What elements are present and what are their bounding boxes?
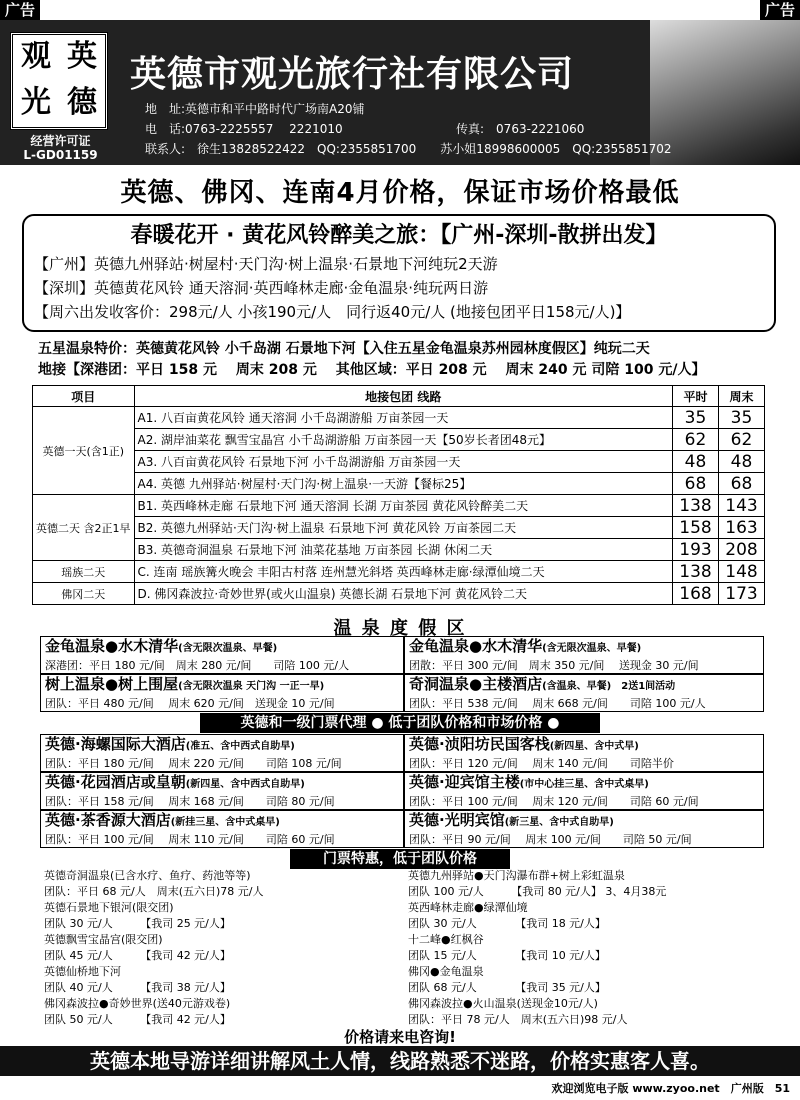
hotel-note: (新四星、含中式早) (549, 741, 639, 752)
headline: 英德、佛冈、连南4月价格，保证市场价格最低 (120, 178, 680, 208)
ticket-name: 佛冈●金龟温泉 (408, 965, 484, 978)
ticket-price: 团队 50 元/人 【我司 42 元/人】 (44, 1013, 231, 1026)
hotel-price: 团队：平日 100 元/间 周末 120 元/间 司陪 60 元/间 (409, 795, 699, 808)
hot-name: 树上温泉●树上围屋 (45, 675, 179, 693)
col-header: 地接包团 线路 (134, 386, 673, 407)
weekend-price: 68 (719, 473, 765, 495)
hot-spring-card (40, 674, 404, 712)
ticket-item (408, 900, 606, 932)
hotel-note: (准五、含中西式自助早) (185, 741, 295, 752)
hotel-price: 团队：平日 180 元/间 周末 220 元/间 司陪 108 元/间 (45, 757, 342, 770)
hotel-note: (新三星、含中式自助早) (504, 817, 614, 828)
hot-note: (含温泉、早餐) 2送1间活动 (542, 681, 676, 692)
ticket-price: 团队 30 元/人 【我司 18 元/人】 (408, 917, 606, 930)
ticket-name: 英德仙桥地下河 (44, 965, 121, 978)
hot-name: 奇洞温泉●主楼酒店 (409, 675, 543, 693)
table-row (33, 407, 765, 429)
ticket-price: 团队：平日 68 元/人 周末(五六日)78 元/人 (44, 885, 264, 898)
ticket-name: 英德石景地下银河(限交团) (44, 901, 174, 914)
hotel-note: (市中心挂三星、含中式桌早) (519, 779, 649, 790)
ticket-name: 英德奇洞温泉(已含水疗、鱼疗、药池等等) (44, 869, 251, 882)
hot-name: 金龟温泉●水木清华 (409, 637, 543, 655)
weekday-price: 158 (673, 517, 719, 539)
hot-spring-card (404, 636, 764, 674)
ticket-item (408, 932, 606, 964)
hot-note: (含无限次温泉、早餐) (542, 643, 642, 654)
weekend-price: 208 (719, 539, 765, 561)
hotel-card (40, 810, 404, 848)
col-header: 平时 (673, 386, 719, 407)
weekday-price: 138 (673, 495, 719, 517)
route-table (32, 385, 765, 605)
route: A1. 八百亩黄花风铃 通天溶洞 小千岛湖游船 万亩茶园一天 (134, 407, 673, 429)
ticket-name: 十二峰●红枫谷 (408, 933, 484, 946)
route: A4. 英德 九州驿站·树屋村·天门沟·树上温泉·一天游【餐标25】 (134, 473, 673, 495)
route: B3. 英德奇洞温泉 石景地下河 油菜花基地 万亩茶园 长湖 休闲二天 (134, 539, 673, 561)
logo-char: 德 (67, 85, 97, 120)
hotel-note: (新挂三星、含中式桌早) (170, 817, 280, 828)
hotel-price: 团队：平日 120 元/间 周末 140 元/间 司陪半价 (409, 757, 674, 770)
hotel-price: 团队：平日 100 元/间 周末 110 元/间 司陪 60 元/间 (45, 833, 335, 846)
route: B1. 英西峰林走廊 石景地下河 通天溶洞 长湖 万亩茶园 黄花风铃醉美二天 (134, 495, 673, 517)
group-name: 瑶族二天 (33, 561, 135, 583)
license-label: 经营许可证 (30, 134, 91, 148)
ticket-price: 团队：平日 78 元/人 周末(五六日)98 元/人 (408, 1013, 628, 1026)
hotel-bar: 英德和一级门票代理 ● 低于团队价格和市场价格 ● (200, 713, 600, 733)
table-row (33, 517, 765, 539)
route: C. 连南 瑶族篝火晚会 丰阳古村落 连州慧光斜塔 英西峰林走廊·绿潭仙境二天 (134, 561, 673, 583)
weekend-price: 143 (719, 495, 765, 517)
ticket-item (44, 964, 231, 996)
ticket-price: 团队 68 元/人 【我司 35 元/人】 (408, 981, 606, 994)
col-header: 周末 (719, 386, 765, 407)
special-line-2: 地接【深港团：平日 158 元 周末 208 元 其他区域：平日 208 元 周末 240 元 司陪 100 元/人】 (38, 362, 706, 378)
ticket-bar: 门票特惠，低于团队价格 (290, 849, 510, 869)
ticket-item (408, 964, 606, 996)
slogan: 英德本地导游详细讲解风土人情，线路熟悉不迷路，价格实惠客人喜。 (0, 1046, 800, 1076)
ticket-item (44, 868, 263, 900)
hot-name: 金龟温泉●水木清华 (45, 637, 179, 655)
weekend-price: 62 (719, 429, 765, 451)
contacts: 联系人: 徐生13828522422 QQ:2355851700 苏小姐18998600005 QQ:2355851702 (145, 142, 672, 156)
hotel-card (40, 734, 404, 772)
ticket-name: 英德飘雪宝晶宫(限交团) (44, 933, 163, 946)
table-row (33, 561, 765, 583)
table-row (33, 583, 765, 605)
promo-line: 【周六出发收客价：298元/人 小孩190元/人 同行返40元/人 (地接包团平日158元/人)】 (34, 303, 631, 321)
hotel-price: 团队：平日 158 元/间 周末 168 元/间 司陪 80 元/间 (45, 795, 335, 808)
col-header: 项目 (33, 386, 135, 407)
ticket-item (44, 996, 231, 1028)
ad-label-right: 广告 (760, 0, 800, 21)
address: 地 址:英德市和平中路时代广场南A20铺 (145, 102, 365, 116)
ticket-price: 团队 40 元/人 【我司 38 元/人】 (44, 981, 231, 994)
hot-note: (含无限次温泉、早餐) (178, 643, 278, 654)
weekend-price: 35 (719, 407, 765, 429)
weekday-price: 62 (673, 429, 719, 451)
hot-spring-card (40, 636, 404, 674)
route: B2. 英德九州驿站·天门沟·树上温泉 石景地下河 黄花风铃 万亩茶园二天 (134, 517, 673, 539)
weekday-price: 193 (673, 539, 719, 561)
table-row (33, 451, 765, 473)
hot-spring-card (404, 674, 764, 712)
ticket-item (44, 932, 231, 964)
hotel-card (404, 810, 764, 848)
ad-label-left: 广告 (0, 0, 40, 21)
header-banner (0, 20, 800, 165)
table-row (33, 429, 765, 451)
phone: 电 话:0763-2225557 2221010 (145, 122, 343, 136)
hot-price: 团散：平日 300 元/间 周末 350 元/间 送现金 30 元/间 (409, 659, 699, 672)
company-name: 英德市观光旅行社有限公司 (130, 53, 575, 95)
ticket-name: 佛冈森波拉●奇妙世界(送40元游戏卷) (44, 997, 231, 1010)
weekend-price: 48 (719, 451, 765, 473)
group-name: 英德二天 含2正1早 (33, 495, 135, 561)
hotel-name: 英德·海螺国际大酒店 (45, 735, 186, 753)
hot-price: 团队：平日 538 元/间 周末 668 元/间 司陪 100 元/人 (409, 697, 706, 710)
promo-line: 【深圳】英德黄花风铃 通天溶洞·英西峰林走廊·金龟温泉·纯玩两日游 (34, 279, 489, 297)
route: A2. 湖岸油菜花 飘雪宝晶宫 小千岛湖游船 万亩茶园一天【50岁长者团48元】 (134, 429, 673, 451)
weekend-price: 148 (719, 561, 765, 583)
footer: 欢迎浏览电子版 www.zyoo.net 广州版 51 (551, 1082, 790, 1095)
table-row (33, 473, 765, 495)
hotel-card (404, 772, 764, 810)
hot-note: (含无限次温泉 天门沟 一正一早) (178, 681, 325, 692)
table-row (33, 495, 765, 517)
weekend-price: 173 (719, 583, 765, 605)
logo (10, 32, 108, 130)
promo-title: 春暖花开 · 黄花风铃醉美之旅：【广州-深圳-散拼出发】 (130, 223, 668, 248)
ticket-price: 团队 45 元/人 【我司 42 元/人】 (44, 949, 231, 962)
weekday-price: 138 (673, 561, 719, 583)
weekday-price: 168 (673, 583, 719, 605)
promo-box (22, 214, 776, 332)
hot-price: 深港团：平日 180 元/间 周末 280 元/间 司陪 100 元/人 (45, 659, 350, 672)
weekend-price: 163 (719, 517, 765, 539)
ticket-price: 团队 15 元/人 【我司 10 元/人】 (408, 949, 606, 962)
ticket-price: 团队 30 元/人 【我司 25 元/人】 (44, 917, 231, 930)
special-line-1: 五星温泉特价：英德黄花风铃 小千岛湖 石景地下河【入住五星金龟温泉苏州园林度假区】纯玩二天 (38, 341, 650, 357)
ticket-item (408, 996, 627, 1028)
promo-line: 【广州】英德九州驿站·树屋村·天门沟·树上温泉·石景地下河纯玩2天游 (34, 255, 498, 273)
hotel-name: 英德·迎宾馆主楼 (409, 773, 520, 791)
logo-char: 英 (67, 39, 97, 74)
weekday-price: 35 (673, 407, 719, 429)
hot-spring-title: 温 泉 度 假 区 (333, 618, 467, 639)
logo-char: 光 (21, 85, 51, 120)
hotel-name: 英德·茶香源大酒店 (45, 811, 171, 829)
logo-char: 观 (21, 39, 51, 74)
hotel-note: (新四星、含中西式自助早) (185, 779, 305, 790)
route: A3. 八百亩黄花风铃 石景地下河 小千岛湖游船 万亩茶园一天 (134, 451, 673, 473)
table-row (33, 539, 765, 561)
group-name: 英德一天(含1正) (33, 407, 135, 495)
hotel-price: 团队：平日 90 元/间 周末 100 元/间 司陪 50 元/间 (409, 833, 692, 846)
weekday-price: 68 (673, 473, 719, 495)
hotel-name: 英德·花园酒店或皇朝 (45, 773, 186, 791)
table-header (33, 386, 765, 407)
ticket-name: 英西峰林走廊●绿潭仙境 (408, 901, 528, 914)
route: D. 佛冈森波拉·奇妙世界(或火山温泉) 英德长湖 石景地下河 黄花风铃二天 (134, 583, 673, 605)
hotel-name: 英德·光明宾馆 (409, 811, 505, 829)
ticket-name: 英德九州驿站●天门沟瀑布群+树上彩虹温泉 (408, 869, 625, 882)
group-name: 佛冈二天 (33, 583, 135, 605)
hotel-name: 英德·浈阳坊民国客栈 (409, 735, 550, 753)
ticket-name: 佛冈森波拉●火山温泉(送现金10元/人) (408, 997, 598, 1010)
ticket-item (408, 868, 666, 900)
ticket-price: 团队 100 元/人 【我司 80 元/人】 3、4月38元 (408, 885, 667, 898)
ticket-item (44, 900, 231, 932)
call-text: 价格请来电咨询! (344, 1028, 456, 1046)
license (8, 134, 113, 162)
hot-price: 团队：平日 480 元/间 周末 620 元/间 送现金 10 元/间 (45, 697, 335, 710)
fax: 传真: 0763-2221060 (456, 122, 585, 136)
hotel-card (404, 734, 764, 772)
weekday-price: 48 (673, 451, 719, 473)
license-number: L-GD01159 (23, 148, 98, 162)
hotel-card (40, 772, 404, 810)
city-photo (650, 20, 800, 165)
